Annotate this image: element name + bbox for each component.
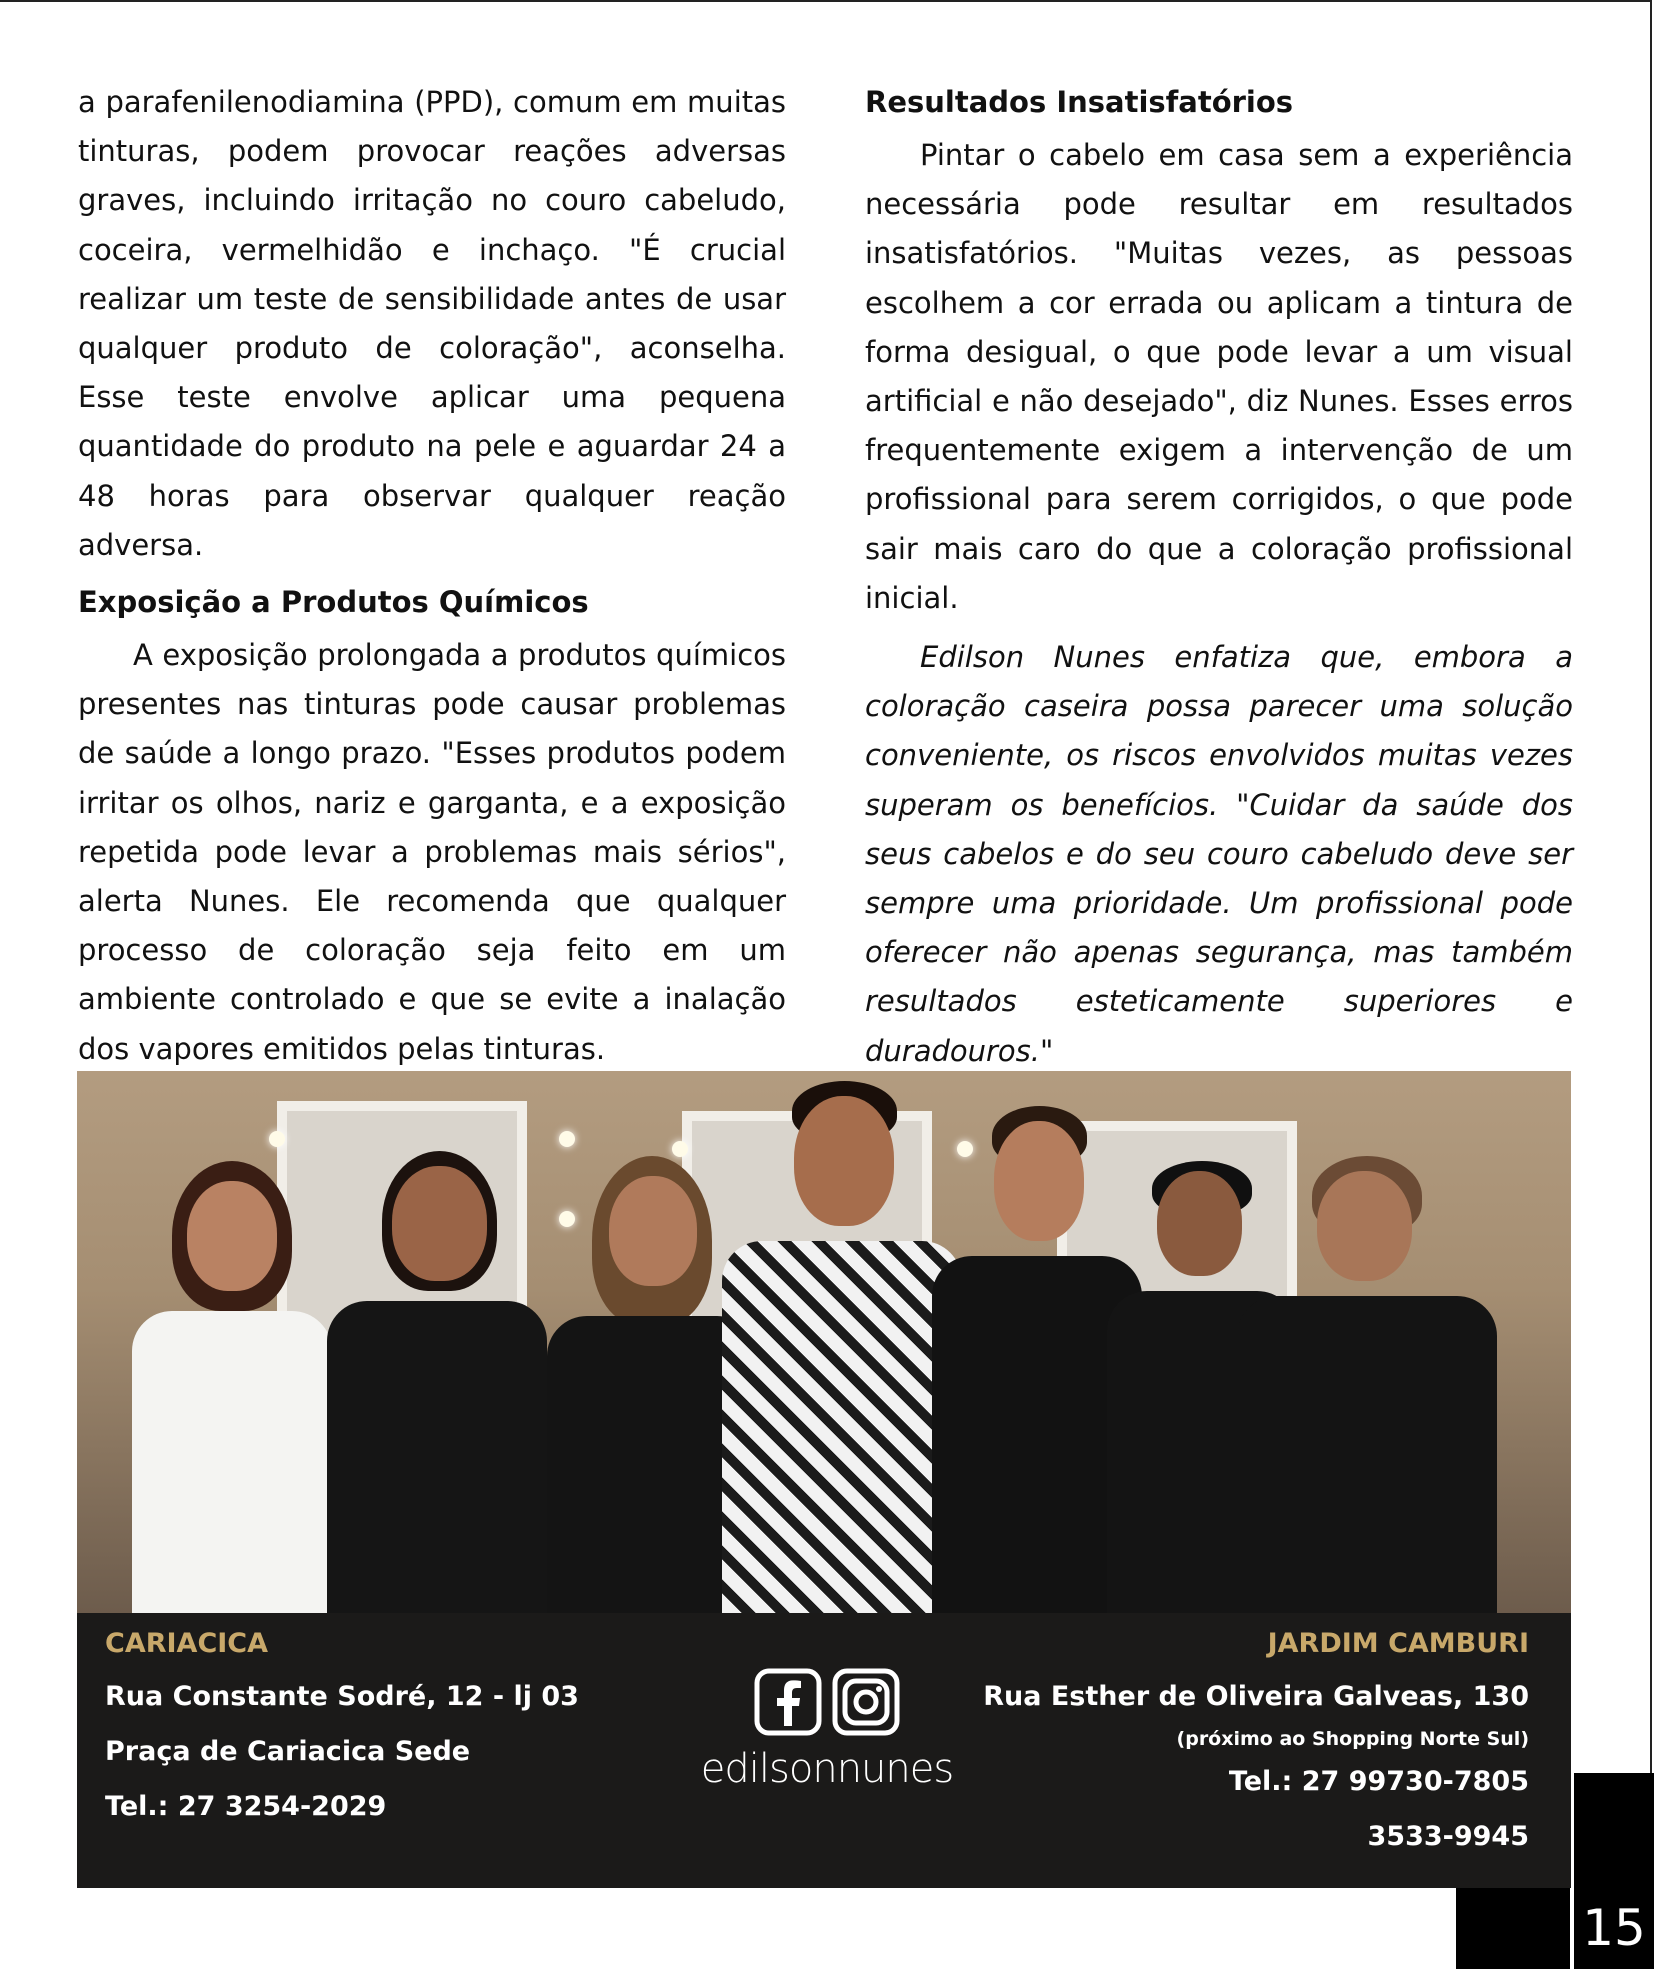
team-photo bbox=[77, 1071, 1571, 1613]
right-paragraph-1: Pintar o cabelo em casa sem a experiência necessária pode resultar em resultados insatisfatórios. "Muitas vezes, as pessoas escolhem a cor errada ou aplicam a tintura de forma desigual, o que pode levar a um visual artificial e não desejado", diz Nunes. Esses erros frequentemente exigem a intervenção de um profissional para serem corrigidos, o que pode sair mais caro do que a coloração profissional inicial. bbox=[865, 138, 1573, 615]
right-column bbox=[865, 78, 1573, 1076]
footer-right-address bbox=[983, 1627, 1529, 1864]
footer-contact-bar bbox=[77, 1613, 1571, 1888]
instagram-icon[interactable] bbox=[832, 1668, 900, 1736]
left-paragraph-2: A exposição prolongada a produtos químicos presentes nas tinturas pode causar problemas de saúde a longo prazo. "Esses produtos podem irritar os olhos, nariz e garganta, e a exposição repetida pode levar a problemas mais sérios", alerta Nunes. Ele recomenda que qualquer processo de coloração seja feito em um ambiente controlado e que se evite a inalação dos vapores emitidos pelas tinturas. bbox=[78, 638, 786, 1066]
brand-name: edilsonnunes bbox=[700, 1746, 954, 1792]
mirror-bulb bbox=[269, 1131, 285, 1147]
page-number: 15 bbox=[1574, 1888, 1654, 1969]
left-paragraph-1: a parafenilenodiamina (PPD), comum em muitas tinturas, podem provocar reações adversas graves, incluindo irritação no couro cabeludo, coceira, vermelhidão e inchaço. "É crucial realizar um teste de sensibilidade antes de usar qualquer produto de coloração", aconselha. Esse teste envolve aplicar uma pequena quantidade do produto na pele e aguardar 24 a 48 horas para observar qualquer reação adversa. bbox=[78, 85, 786, 562]
brand-logo bbox=[692, 1668, 962, 1792]
city-cariacica: CARIACICA bbox=[105, 1628, 269, 1659]
address-line: Rua Esther de Oliveira Galveas, 130 bbox=[983, 1681, 1529, 1712]
city-jardim-camburi: JARDIM CAMBURI bbox=[1267, 1628, 1529, 1659]
person-2 bbox=[327, 1151, 547, 1613]
address-line: Rua Constante Sodré, 12 - lj 03 bbox=[105, 1681, 579, 1712]
right-paragraph-2: Edilson Nunes enfatiza que, embora a coloração caseira possa parecer uma solução conveniente, os riscos envolvidos muitas vezes superam os benefícios. "Cuidar da saúde dos seus cabelos e do seu couro cabeludo deve ser sempre uma prioridade. Um profissional pode oferecer não apenas segurança, mas também resultados esteticamente superiores e duradouros." bbox=[865, 640, 1573, 1068]
heading-resultados: Resultados Insatisfatórios bbox=[865, 85, 1294, 119]
mirror-bulb bbox=[672, 1141, 688, 1157]
person-7 bbox=[1237, 1156, 1497, 1613]
person-1 bbox=[132, 1161, 332, 1613]
mirror-bulb bbox=[559, 1131, 575, 1147]
page-corner-block bbox=[1456, 1888, 1570, 1969]
phone-number-2: 3533-9945 bbox=[1367, 1821, 1529, 1852]
address-line: Praça de Cariacica Sede bbox=[105, 1736, 471, 1767]
address-note: (próximo ao Shopping Norte Sul) bbox=[1176, 1728, 1529, 1750]
phone-number: Tel.: 27 3254-2029 bbox=[105, 1791, 387, 1822]
phone-number: Tel.: 27 99730-7805 bbox=[1228, 1766, 1529, 1797]
facebook-icon[interactable] bbox=[754, 1668, 822, 1736]
left-column bbox=[78, 78, 786, 1074]
person-4 bbox=[722, 1081, 962, 1613]
page-corner-block bbox=[1574, 1773, 1654, 1888]
footer-left-address bbox=[105, 1627, 579, 1834]
heading-exposicao: Exposição a Produtos Químicos bbox=[78, 585, 589, 620]
